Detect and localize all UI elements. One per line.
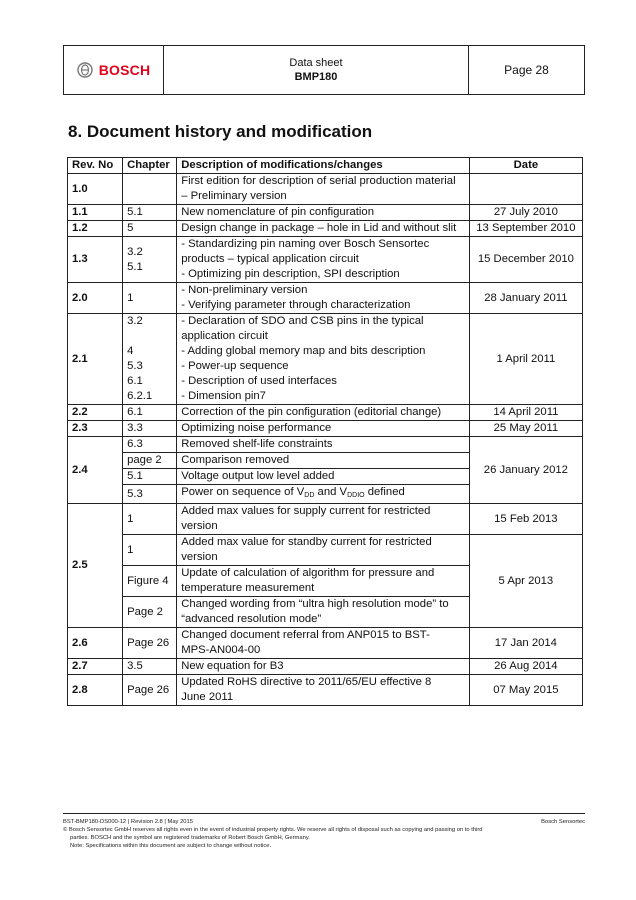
description-line: - Declaration of SDO and CSB pins in the typical (181, 315, 424, 327)
date-cell: 17 Jan 2014 (469, 628, 582, 659)
chapter-cell: Page 26 (123, 628, 177, 659)
description-line: – Preliminary version (181, 190, 287, 202)
table-row (68, 405, 583, 421)
table-row (68, 504, 583, 535)
table-row (68, 174, 583, 205)
page-number: Page 28 (504, 63, 549, 77)
table-row (68, 421, 583, 437)
rev-cell: 2.2 (68, 405, 123, 421)
chapter-line: 3.2 (127, 245, 143, 258)
description-line: - Optimizing pin description, SPI description (181, 268, 400, 280)
column-header-date: Date (469, 158, 582, 174)
rev-cell: 1.1 (68, 205, 123, 221)
date-cell: 5 Apr 2013 (469, 535, 582, 628)
revision-history-table (67, 157, 583, 706)
description-line: Changed wording from “ultra high resolution mode” to (181, 598, 449, 610)
date-cell: 25 May 2011 (469, 421, 582, 437)
chapter-cell: Figure 4 (123, 566, 177, 597)
date-cell: 1 April 2011 (469, 314, 582, 405)
date-cell: 26 Aug 2014 (469, 659, 582, 675)
page-footer (63, 818, 585, 850)
footer-copyright: © Bosch Sensortec GmbH reserves all rights even in the event of industrial property rights. We reserve all rights of disposal such as copying and passing on to third (63, 827, 483, 833)
description-line: Added max value for standby current for restricted (181, 536, 432, 548)
description-line: - Non-preliminary version (181, 284, 308, 296)
date-cell (469, 174, 582, 205)
chapter-cell: 6.1 (123, 405, 177, 421)
description-cell (177, 675, 470, 706)
chapter-cell: 1 (123, 283, 177, 314)
description-line: Update of calculation of algorithm for pressure and (181, 567, 435, 579)
chapter-line: 4 (127, 345, 134, 357)
logo-cell (64, 46, 164, 94)
rev-cell: 2.6 (68, 628, 123, 659)
rev-cell: 2.4 (68, 437, 123, 504)
table-row (68, 659, 583, 675)
subscript: DD (304, 492, 315, 499)
rev-cell: 2.1 (68, 314, 123, 405)
description-line: application circuit (181, 330, 268, 342)
description-cell (177, 504, 470, 535)
doc-type: Data sheet (289, 57, 343, 69)
chapter-cell (123, 174, 177, 205)
description-line: MPS-AN004-00 (181, 644, 261, 656)
table-row (68, 205, 583, 221)
column-header-description: Description of modifications/changes (177, 158, 470, 174)
subscript: DDIO (347, 492, 365, 499)
rev-cell: 1.3 (68, 237, 123, 283)
table-subrow (68, 535, 583, 566)
description-line: - Standardizing pin naming over Bosch Sensortec (181, 238, 430, 250)
description-cell (177, 314, 470, 405)
chapter-line: 5.1 (127, 260, 143, 273)
description-cell (177, 485, 470, 504)
footer-copyright-cont: parties. BOSCH and the symbol are registered trademarks of Robert Bosch GmbH, Germany. (70, 835, 310, 841)
chapter-cell (123, 314, 177, 405)
table-row (68, 314, 583, 405)
column-header-rev: Rev. No (68, 158, 123, 174)
rev-cell: 2.7 (68, 659, 123, 675)
table-row (68, 283, 583, 314)
description-line: temperature measurement (181, 582, 315, 594)
description-line: Updated RoHS directive to 2011/65/EU effective 8 (181, 676, 432, 688)
table-row (68, 675, 583, 706)
bosch-armature-icon (77, 62, 93, 78)
date-cell: 27 July 2010 (469, 205, 582, 221)
chapter-line: 3.2 (127, 315, 143, 327)
description-cell (177, 628, 470, 659)
description-text: defined (364, 486, 405, 498)
description-cell: Comparison removed (177, 453, 470, 469)
description-cell: New equation for B3 (177, 659, 470, 675)
chapter-cell: 3.5 (123, 659, 177, 675)
column-header-chapter: Chapter (123, 158, 177, 174)
description-line: Changed document referral from ANP015 to BST- (181, 629, 430, 641)
chapter-cell: 1 (123, 504, 177, 535)
description-text: and V (314, 486, 348, 498)
table-row (68, 437, 583, 453)
description-cell (177, 597, 470, 628)
doc-title-cell (164, 46, 469, 94)
date-cell: 13 September 2010 (469, 221, 582, 237)
chapter-cell: Page 26 (123, 675, 177, 706)
table-row (68, 237, 583, 283)
chapter-line: 5.3 (127, 360, 143, 372)
footer-divider (63, 813, 585, 814)
chapter-line (127, 329, 172, 344)
description-cell: Design change in package – hole in Lid and without slit (177, 221, 470, 237)
description-line: Added max values for supply current for restricted (181, 505, 431, 517)
footer-doc-id: BST-BMP180-DS000-12 | Revision 2.8 | May 2015 (63, 819, 193, 825)
product-name: BMP180 (294, 71, 338, 83)
date-cell: 26 January 2012 (469, 437, 582, 504)
description-line: “advanced resolution mode” (181, 613, 322, 625)
chapter-cell: Page 2 (123, 597, 177, 628)
description-line: First edition for description of serial production material (181, 175, 456, 187)
date-cell: 14 April 2011 (469, 405, 582, 421)
description-line: version (181, 551, 218, 563)
description-cell (177, 237, 470, 283)
chapter-cell: 5.1 (123, 469, 177, 485)
table-header-row (68, 158, 583, 174)
description-line: - Description of used interfaces (181, 375, 337, 387)
date-cell: 15 December 2010 (469, 237, 582, 283)
description-line: products – typical application circuit (181, 253, 359, 265)
description-cell: Removed shelf-life constraints (177, 437, 470, 453)
chapter-line: 6.1 (127, 375, 143, 387)
date-cell: 15 Feb 2013 (469, 504, 582, 535)
page-header (63, 45, 585, 95)
description-line: - Power-up sequence (181, 360, 289, 372)
table-row (68, 628, 583, 659)
description-cell: Correction of the pin configuration (editorial change) (177, 405, 470, 421)
description-line: June 2011 (181, 691, 234, 703)
date-cell: 07 May 2015 (469, 675, 582, 706)
description-cell: Optimizing noise performance (177, 421, 470, 437)
description-text: Power on sequence of V (181, 486, 305, 498)
rev-cell: 2.8 (68, 675, 123, 706)
chapter-cell: 5 (123, 221, 177, 237)
rev-cell: 2.3 (68, 421, 123, 437)
chapter-cell: page 2 (123, 453, 177, 469)
description-cell (177, 283, 470, 314)
chapter-cell: 3.3 (123, 421, 177, 437)
rev-cell: 1.0 (68, 174, 123, 205)
description-cell (177, 174, 470, 205)
chapter-cell: 6.3 (123, 437, 177, 453)
description-cell (177, 566, 470, 597)
description-cell: Voltage output low level added (177, 469, 470, 485)
chapter-line: 6.2.1 (127, 390, 153, 402)
rev-cell: 2.0 (68, 283, 123, 314)
footer-company: Bosch Sensortec (541, 819, 585, 825)
section-title: 8. Document history and modification (68, 122, 373, 141)
chapter-cell (123, 237, 177, 283)
brand-logo: BOSCH (98, 62, 151, 78)
rev-cell: 2.5 (68, 504, 123, 628)
description-line: version (181, 520, 218, 532)
rev-cell: 1.2 (68, 221, 123, 237)
chapter-cell: 5.1 (123, 205, 177, 221)
description-line: - Adding global memory map and bits description (181, 345, 426, 357)
table-row (68, 221, 583, 237)
footer-note: Note: Specifications within this document are subject to change without notice. (70, 843, 272, 849)
description-cell (177, 535, 470, 566)
date-cell: 28 January 2011 (469, 283, 582, 314)
description-line: - Dimension pin7 (181, 390, 266, 402)
chapter-cell: 1 (123, 535, 177, 566)
description-line: - Verifying parameter through characterization (181, 299, 411, 311)
description-cell: New nomenclature of pin configuration (177, 205, 470, 221)
chapter-cell: 5.3 (123, 485, 177, 504)
